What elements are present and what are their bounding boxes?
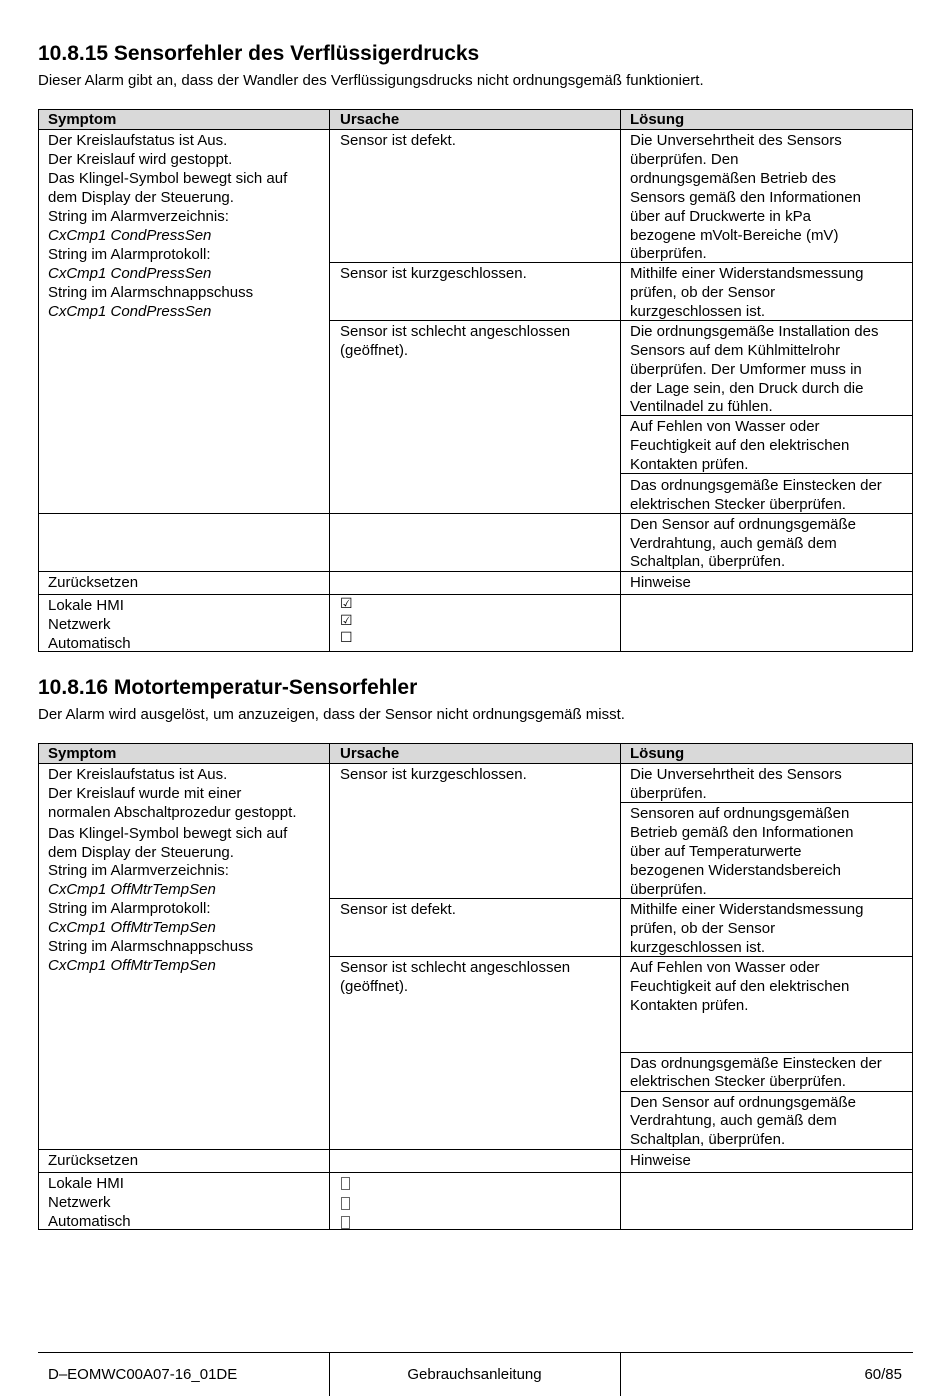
solution-text: Kontakten prüfen. <box>630 997 749 1014</box>
solution-text: elektrischen Stecker überprüfen. <box>630 496 846 513</box>
alarm-string: CxCmp1 OffMtrTempSen <box>48 919 216 936</box>
cause-text: Sensor ist schlecht angeschlossen <box>340 959 571 976</box>
column-header-cause: Ursache <box>340 745 400 762</box>
section-intro: Dieser Alarm gibt an, dass der Wandler des Verflüssigungsdrucks nicht ordnungsgemäß funktioniert. <box>38 72 704 89</box>
solution-text: Mithilfe einer Widerstandsmessung <box>630 901 864 918</box>
section-intro: Der Alarm wird ausgelöst, um anzuzeigen, dass der Sensor nicht ordnungsgemäß misst. <box>38 706 625 723</box>
solution-text: bezogenen Widerstandsbereich <box>630 862 841 879</box>
solution-text: Das ordnungsgemäße Einstecken der <box>630 477 882 494</box>
alarm-string: CxCmp1 OffMtrTempSen <box>48 957 216 974</box>
symptom-line: String im Alarmprotokoll: <box>48 246 211 263</box>
column-header-symptom: Symptom <box>48 111 117 128</box>
symptom-line: String im Alarmschnappschuss <box>48 938 254 955</box>
symptom-line: String im Alarmverzeichnis: <box>48 208 229 225</box>
solution-text: Mithilfe einer Widerstandsmessung <box>630 265 864 282</box>
solution-text: elektrischen Stecker überprüfen. <box>630 1073 846 1090</box>
solution-text: prüfen, ob der Sensor <box>630 920 776 937</box>
solution-text: ordnungsgemäßen Betrieb des <box>630 170 836 187</box>
solution-text: Schaltplan, überprüfen. <box>630 553 786 570</box>
solution-text: Verdrahtung, auch gemäß dem <box>630 535 837 552</box>
alarm-string: CxCmp1 OffMtrTempSen <box>48 881 216 898</box>
solution-text: Ventilnadel zu fühlen. <box>630 398 773 415</box>
solution-text: Sensors gemäß den Informationen <box>630 189 861 206</box>
reset-option: Netzwerk <box>48 616 111 633</box>
checkbox-checked-icon: ☑ <box>340 613 353 629</box>
solution-text: der Lage sein, den Druck durch die <box>630 380 864 397</box>
cause-text: Sensor ist kurzgeschlossen. <box>340 766 527 783</box>
symptom-line: Das Klingel-Symbol bewegt sich auf <box>48 825 288 842</box>
solution-text: überprüfen. Der Umformer muss in <box>630 361 862 378</box>
section-title: 10.8.15 Sensorfehler des Verflüssigerdrucks <box>38 42 480 65</box>
section-title: 10.8.16 Motortemperatur-Sensorfehler <box>38 676 418 699</box>
reset-option: Lokale HMI <box>48 1175 124 1192</box>
solution-text: über auf Temperaturwerte <box>630 843 802 860</box>
cause-text: Sensor ist defekt. <box>340 132 456 149</box>
solution-text: Sensors auf dem Kühlmittelrohr <box>630 342 841 359</box>
solution-text: Betrieb gemäß den Informationen <box>630 824 854 841</box>
solution-text: überprüfen. <box>630 881 707 898</box>
solution-text: Feuchtigkeit auf den elektrischen <box>630 437 850 454</box>
checkbox-checked-icon: ☑ <box>340 596 353 612</box>
solution-text: kurzgeschlossen ist. <box>630 939 766 956</box>
reset-option: Automatisch <box>48 635 131 652</box>
cause-text: (geöffnet). <box>340 342 409 359</box>
solution-text: überprüfen. <box>630 245 707 262</box>
column-header-symptom: Symptom <box>48 745 117 762</box>
reset-option: Automatisch <box>48 1213 131 1230</box>
notes-label: Hinweise <box>630 574 691 591</box>
solution-text: Auf Fehlen von Wasser oder <box>630 959 820 976</box>
missing-glyph-icon <box>341 1197 350 1210</box>
symptom-line: String im Alarmschnappschuss <box>48 284 254 301</box>
solution-text: Schaltplan, überprüfen. <box>630 1131 786 1148</box>
solution-text: Kontakten prüfen. <box>630 456 749 473</box>
symptom-line: String im Alarmverzeichnis: <box>48 862 229 879</box>
reset-label: Zurücksetzen <box>48 1152 139 1169</box>
solution-text: Den Sensor auf ordnungsgemäße <box>630 1094 856 1111</box>
cause-text: Sensor ist defekt. <box>340 901 456 918</box>
footer-doc-type: Gebrauchsanleitung <box>407 1366 542 1383</box>
column-header-solution: Lösung <box>630 111 685 128</box>
missing-glyph-icon <box>341 1177 350 1190</box>
solution-text: Den Sensor auf ordnungsgemäße <box>630 516 856 533</box>
solution-text: Sensoren auf ordnungsgemäßen <box>630 805 850 822</box>
symptom-line: dem Display der Steuerung. <box>48 189 234 206</box>
symptom-line: String im Alarmprotokoll: <box>48 900 211 917</box>
checkbox-empty-icon: ☐ <box>340 630 353 646</box>
reset-label: Zurücksetzen <box>48 574 139 591</box>
footer-doc-id: D–EOMWC00A07-16_01DE <box>48 1366 238 1383</box>
solution-text: Verdrahtung, auch gemäß dem <box>630 1112 837 1129</box>
alarm-string: CxCmp1 CondPressSen <box>48 227 212 244</box>
alarm-string: CxCmp1 CondPressSen <box>48 303 212 320</box>
alarm-string: CxCmp1 CondPressSen <box>48 265 212 282</box>
solution-text: Die ordnungsgemäße Installation des <box>630 323 879 340</box>
solution-text: über auf Druckwerte in kPa <box>630 208 811 225</box>
solution-text: überprüfen. <box>630 785 707 802</box>
cause-text: Sensor ist kurzgeschlossen. <box>340 265 527 282</box>
symptom-line: dem Display der Steuerung. <box>48 844 234 861</box>
solution-text: Auf Fehlen von Wasser oder <box>630 418 820 435</box>
symptom-line: Der Kreislauf wurde mit einer <box>48 785 242 802</box>
missing-glyph-icon <box>341 1216 350 1229</box>
cause-text: (geöffnet). <box>340 978 409 995</box>
column-header-cause: Ursache <box>340 111 400 128</box>
reset-option: Netzwerk <box>48 1194 111 1211</box>
solution-text: überprüfen. Den <box>630 151 739 168</box>
symptom-line: Der Kreislaufstatus ist Aus. <box>48 132 228 149</box>
cause-text: Sensor ist schlecht angeschlossen <box>340 323 571 340</box>
reset-option: Lokale HMI <box>48 597 124 614</box>
solution-text: kurzgeschlossen ist. <box>630 303 766 320</box>
solution-text: Das ordnungsgemäße Einstecken der <box>630 1055 882 1072</box>
solution-text: Die Unversehrtheit des Sensors <box>630 132 842 149</box>
symptom-line: Der Kreislaufstatus ist Aus. <box>48 766 228 783</box>
solution-text: Feuchtigkeit auf den elektrischen <box>630 978 850 995</box>
notes-label: Hinweise <box>630 1152 691 1169</box>
symptom-line: Das Klingel-Symbol bewegt sich auf <box>48 170 288 187</box>
footer-page-number: 60/85 <box>864 1366 902 1383</box>
symptom-line: normalen Abschaltprozedur gestoppt. <box>48 804 297 821</box>
solution-text: prüfen, ob der Sensor <box>630 284 776 301</box>
column-header-solution: Lösung <box>630 745 685 762</box>
solution-text: Die Unversehrtheit des Sensors <box>630 766 842 783</box>
solution-text: bezogene mVolt-Bereiche (mV) <box>630 227 839 244</box>
symptom-line: Der Kreislauf wird gestoppt. <box>48 151 233 168</box>
